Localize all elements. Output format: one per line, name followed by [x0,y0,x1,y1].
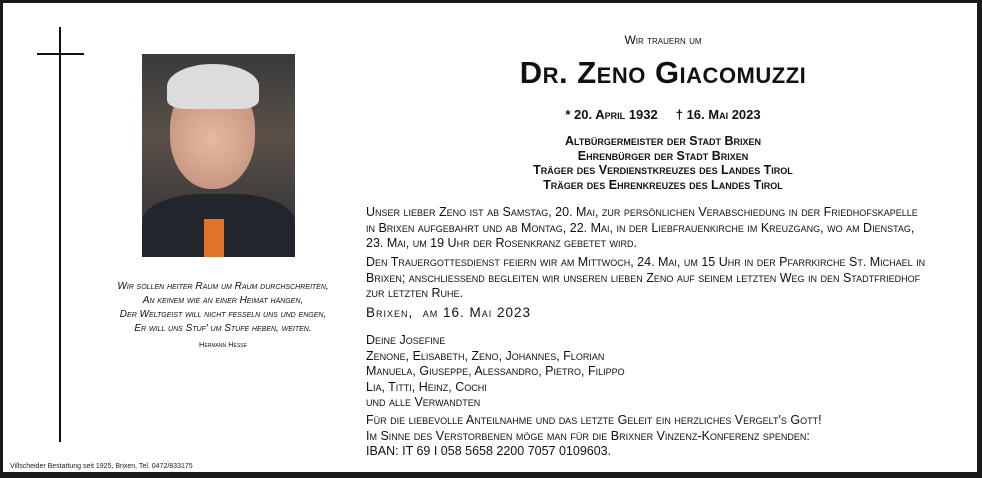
funeral-home-footer: Villscheider Bestattung seit 1925, Brixen, Tel. 0472/833175 [10,463,193,470]
text-line: in Brixen aufgebahrt und ab Montag, 22. Mai, in der Liebfrauenkirche im Kreuzgang, wo am Dienstag, [366,220,915,235]
quote-line: Wir sollen heiter Raum um Raum durchschreiten, [117,281,329,292]
quote-line: Er will uns Stuf' um Stufe heben, weiten. [134,323,312,334]
viewing-paragraph [366,205,971,252]
title-line: Ehrenbürger der Stadt Brixen [577,148,749,163]
mourners-list [366,333,971,411]
cross-icon-bar [37,53,84,55]
title-line: Träger des Verdienstkreuzes des Landes Tirol [533,163,793,177]
iban-line: IBAN: IT 69 I 058 5658 2200 7057 0109603. [366,444,612,458]
death-date: † 16. Mai 2023 [675,107,761,122]
quote-line: Der Weltgeist will nicht fesseln uns und engen, [119,309,327,320]
quote-line: An keinem wie an einer Heimat hängen, [142,295,304,306]
text-line: Den Trauergottesdienst feiern wir am Mittwoch, 24. Mai, um 15 Uhr in der Pfarrkirche St. Michael in [366,255,926,269]
deceased-name: Dr. Zeno Giacomuzzi [519,55,807,90]
closing-text [366,413,971,460]
obituary-notice [3,3,977,472]
mourner-line: und alle Verwandten [366,395,481,409]
text-line: zur letzten Ruhe. [366,286,463,300]
text-line: Brixen; anschliessend begleiten wir unseren lieben Zeno auf seinem letzten Weg in den Stadtfriedhof [366,270,921,285]
mourner-line: Zenone, Elisabeth, Zeno, Johannes, Florian [366,348,605,363]
honorary-titles [363,134,963,192]
funeral-paragraph [366,255,971,302]
text-line: Im Sinne des Verstorbenen möge man für die Brixner Vinzenz-Konferenz spenden: [366,428,810,443]
text-line: Für die liebevolle Anteilnahme und das letzte Geleit ein herzliches Vergelt's Gott! [366,413,822,427]
title-line: Träger des Ehrenkreuzes des Landes Tirol [543,177,783,192]
text-line: 23. Mai, um 19 Uhr der Rosenkranz gebetet wird. [366,236,637,250]
text-line: Unser lieber Zeno ist ab Samstag, 20. Mai, zur persönlichen Verabschiedung in der Friedhofskapelle [366,205,918,219]
intro-text: Wir trauern um [624,33,702,47]
mourner-line: Deine Josefine [366,333,446,347]
title-line: Altbürgermeister der Stadt Brixen [565,134,761,148]
poem-quote [93,280,353,336]
place-date: Brixen, am 16. Mai 2023 [366,305,532,320]
life-dates [363,107,963,122]
mourner-line: Manuela, Giuseppe, Alessandro, Pietro, Filippo [366,364,625,378]
quote-author: Hermann Hesse [199,340,247,349]
cross-icon [59,27,61,442]
birth-date: * 20. April 1932 [565,107,658,122]
mourner-line: Lia, Titti, Heinz, Cochi [366,379,487,394]
portrait-photo [142,54,295,257]
